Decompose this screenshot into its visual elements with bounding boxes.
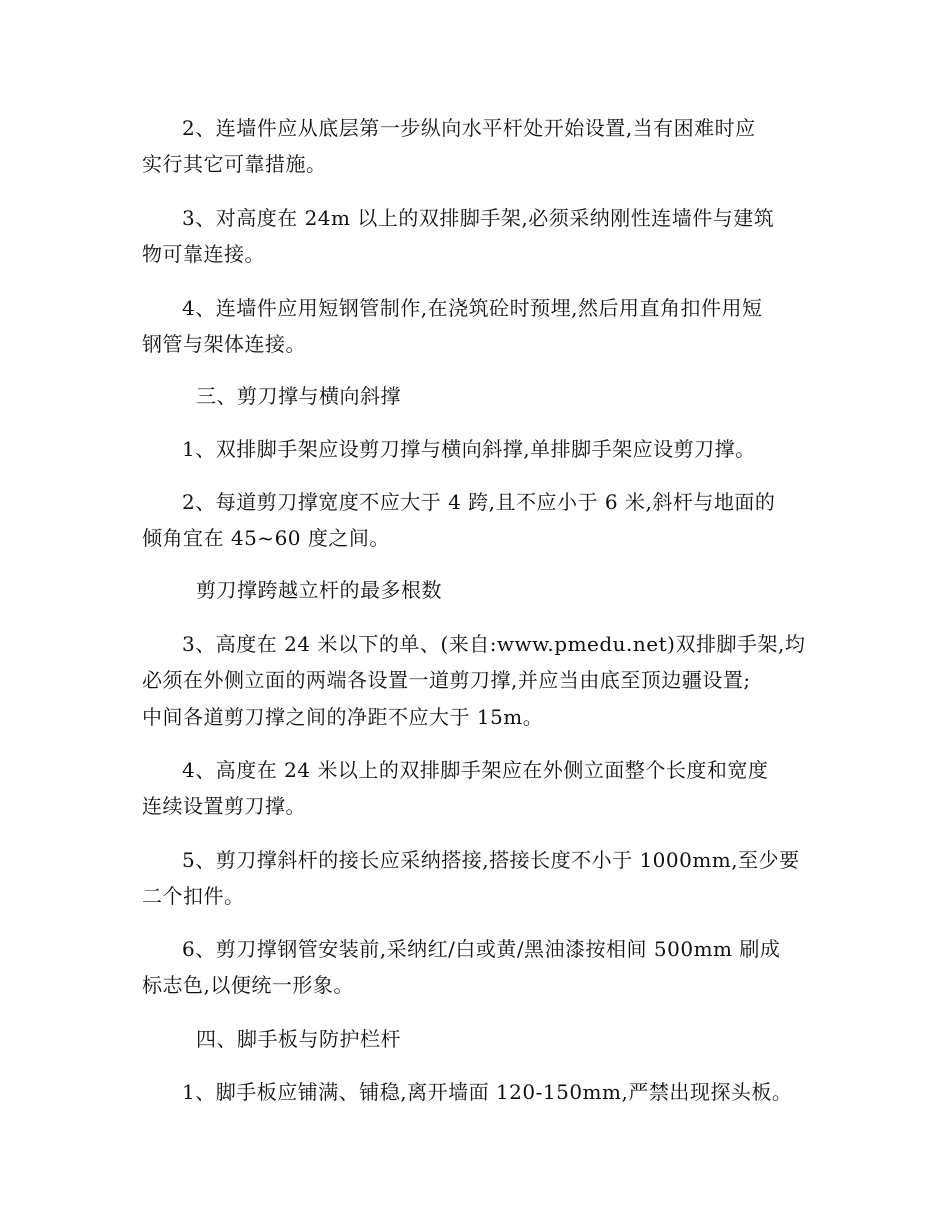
paragraph-3-line-2: 物可靠连接。 (142, 242, 265, 266)
paragraph-scissor-5-line-2: 二个扣件。 (142, 884, 245, 908)
paragraph-4-line-2: 钢管与架体连接。 (142, 332, 306, 356)
paragraph-2-line-1: 2、连墙件应从底层第一步纵向水平杆处开始设置,当有困难时应 (182, 116, 756, 140)
paragraph-scissor-2-line-1: 2、每道剪刀撑宽度不应大于 4 跨,且不应小于 6 米,斜杆与地面的 (182, 490, 776, 514)
paragraph-scissor-4-line-2: 连续设置剪刀撑。 (142, 794, 306, 818)
paragraph-2-line-2: 实行其它可靠措施。 (142, 152, 327, 176)
paragraph-scissor-1: 1、双排脚手架应设剪刀撑与横向斜撑,单排脚手架应设剪刀撑。 (182, 437, 756, 461)
paragraph-scissor-3-line-2: 必须在外侧立面的两端各设置一道剪刀撑,并应当由底至顶边疆设置; (142, 668, 751, 692)
paragraph-scissor-5-line-1: 5、剪刀撑斜杆的接长应采纳搭接,搭接长度不小于 1000mm,至少要 (182, 848, 800, 872)
paragraph-4-line-1: 4、连墙件应用短钢管制作,在浇筑砼时预埋,然后用直角扣件用短 (182, 296, 763, 320)
paragraph-scissor-4-line-1: 4、高度在 24 米以上的双排脚手架应在外侧立面整个长度和宽度 (182, 758, 769, 782)
paragraph-scaffold-board-1: 1、脚手板应铺满、铺稳,离开墙面 120-150mm,严禁出现探头板。 (182, 1080, 793, 1104)
paragraph-scissor-3-line-3: 中间各道剪刀撑之间的净距不应大于 15m。 (142, 705, 544, 729)
section-heading-4: 四、脚手板与防护栏杆 (196, 1027, 401, 1051)
sub-heading: 剪刀撑跨越立杆的最多根数 (196, 578, 442, 602)
paragraph-scissor-3-line-1: 3、高度在 24 米以下的单、(来自:www.pmedu.net)双排脚手架,均 (182, 632, 806, 656)
paragraph-scissor-2-line-2: 倾角宜在 45~60 度之间。 (142, 526, 390, 550)
paragraph-3-line-1: 3、对高度在 24m 以上的双排脚手架,必须采纳刚性连墙件与建筑 (182, 206, 775, 230)
paragraph-scissor-6-line-1: 6、剪刀撑钢管安装前,采纳红/白或黄/黑油漆按相间 500mm 刷成 (182, 937, 781, 961)
section-heading-3: 三、剪刀撑与横向斜撑 (196, 384, 401, 408)
paragraph-scissor-6-line-2: 标志色,以便统一形象。 (142, 973, 354, 997)
